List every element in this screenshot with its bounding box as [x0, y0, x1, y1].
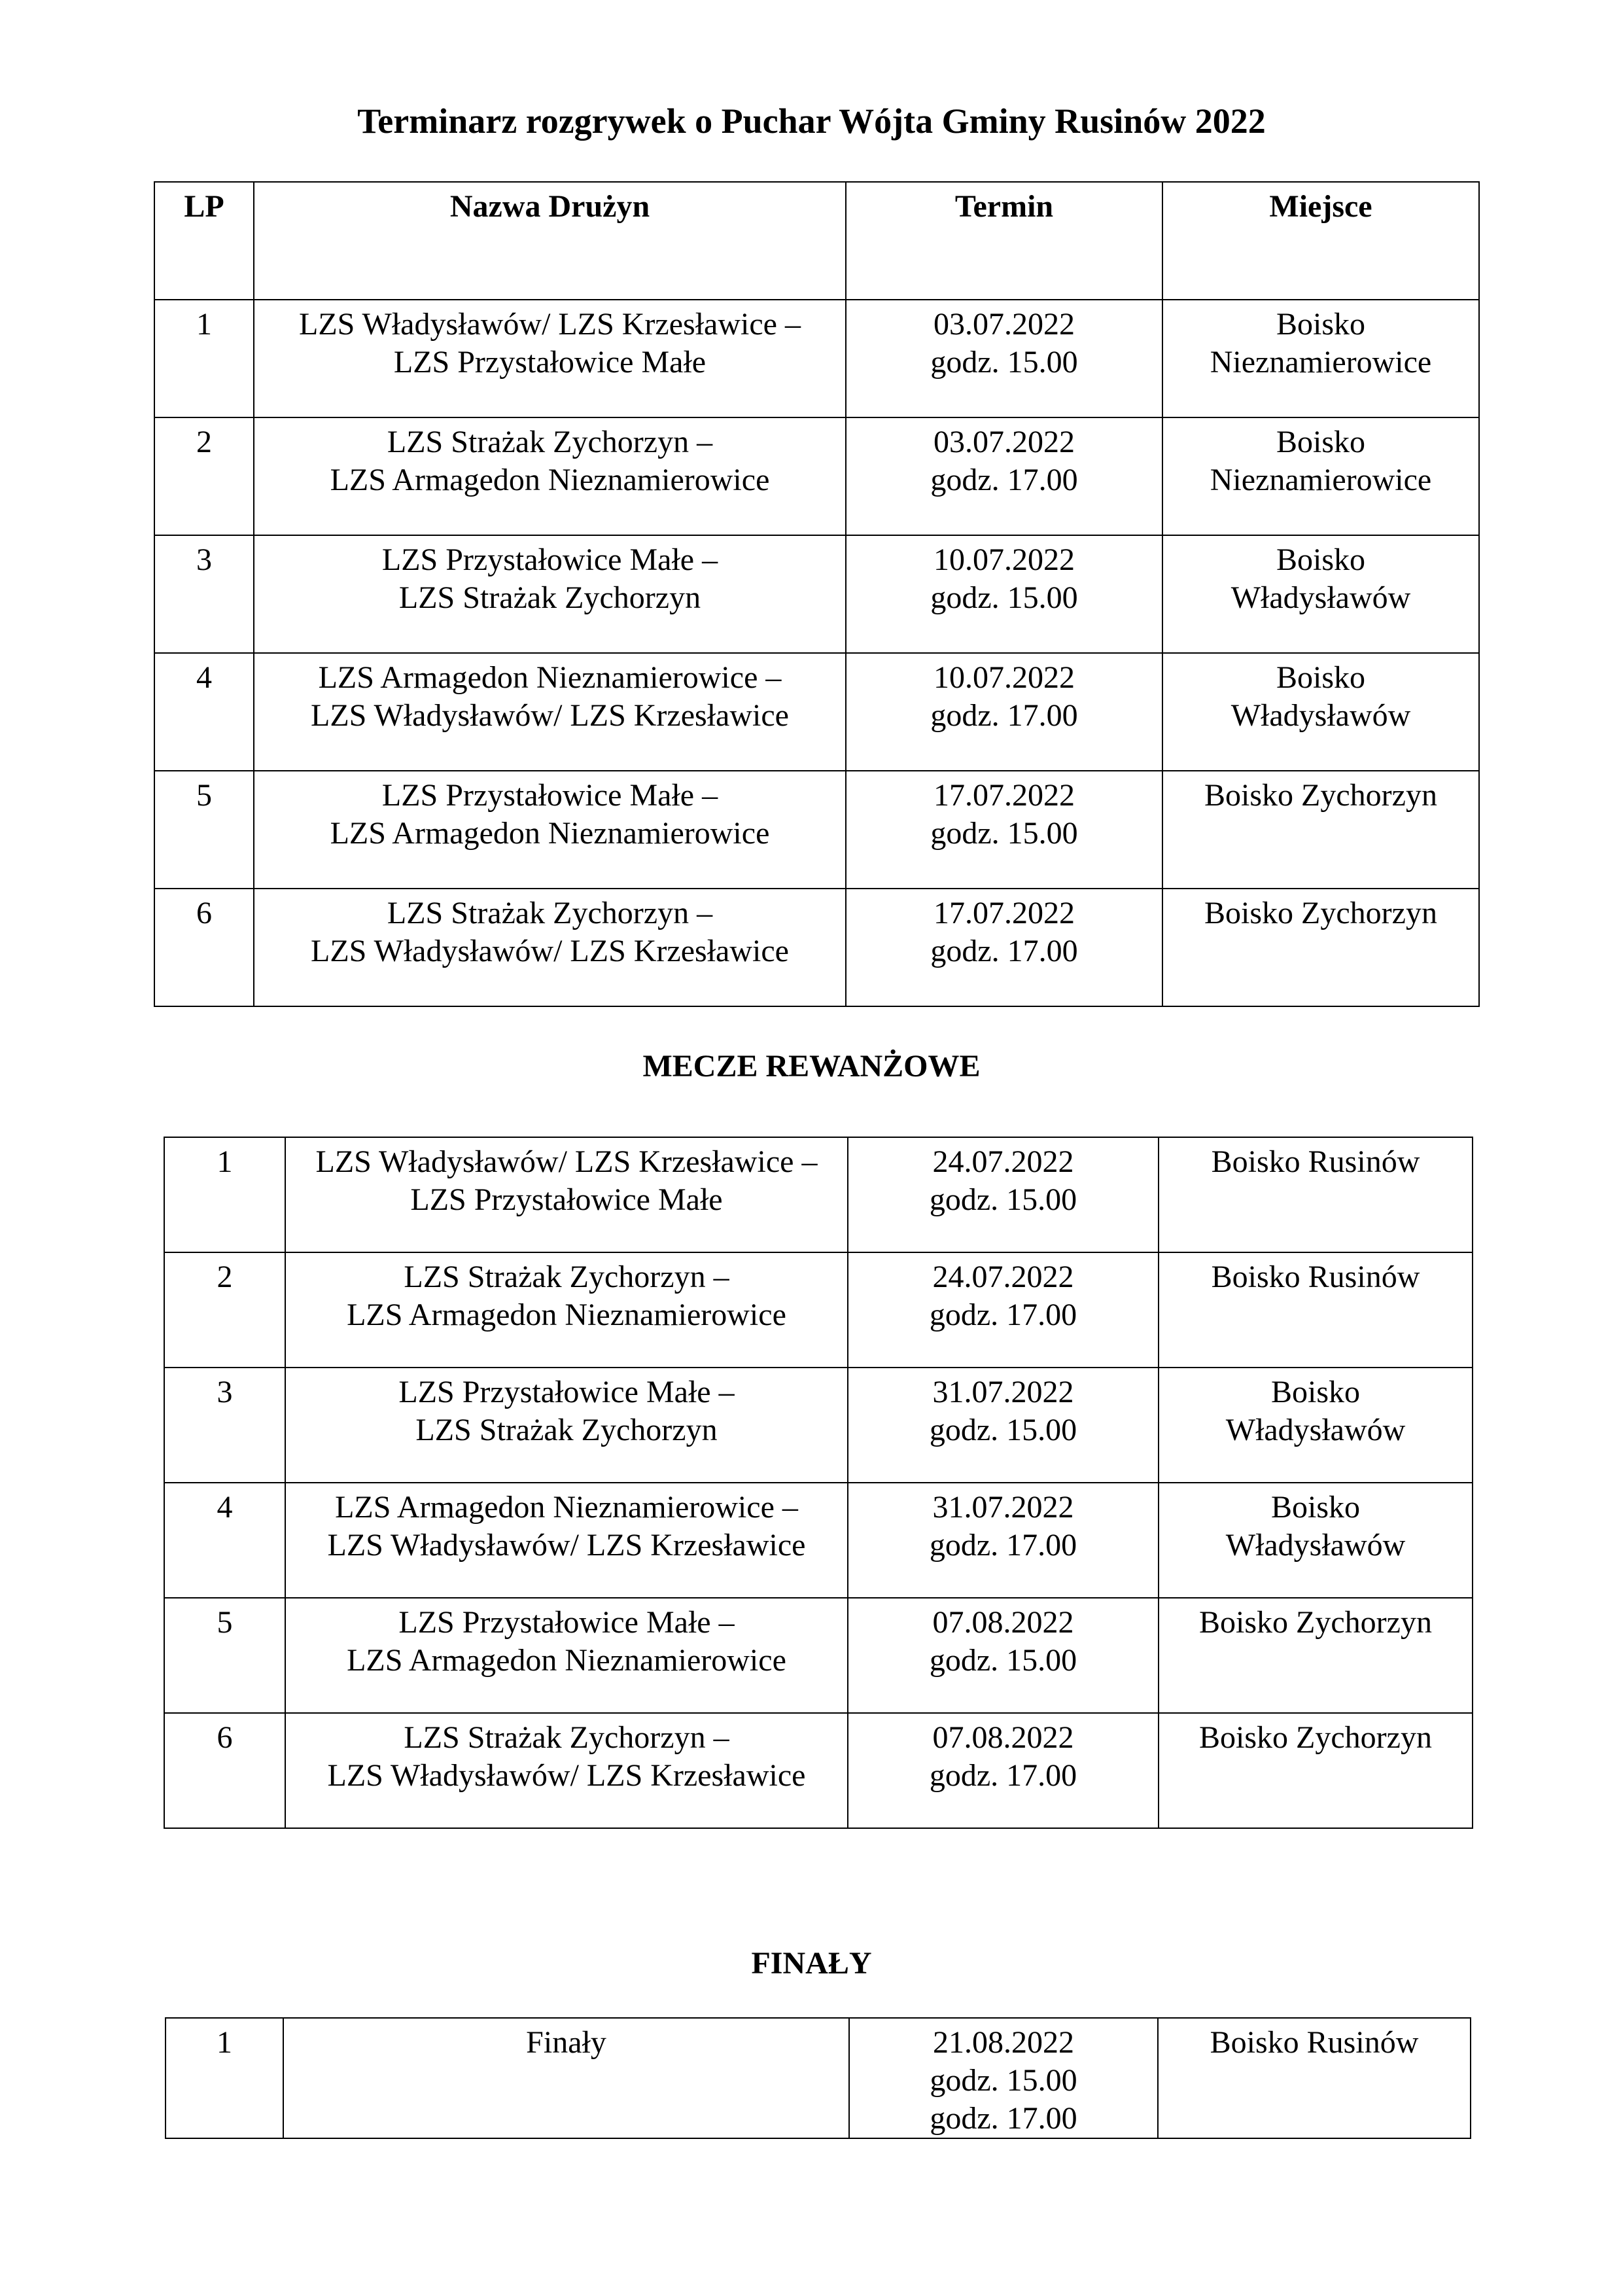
cell-line: LZS Strażak Zychorzyn –	[387, 896, 713, 930]
cell-line: 3	[217, 1375, 233, 1409]
date-cell	[848, 1713, 1159, 1828]
cell-line: 10.07.2022	[934, 542, 1075, 577]
column-header-teams: Nazwa Drużyn	[254, 182, 846, 300]
table-row	[164, 1598, 1473, 1713]
cell-line: LZS Strażak Zychorzyn	[415, 1413, 718, 1447]
teams-cell	[254, 417, 846, 535]
cell-line: 03.07.2022	[934, 307, 1075, 342]
place-cell	[1162, 771, 1479, 889]
cell-line: LZS Strażak Zychorzyn –	[387, 425, 713, 459]
cell-line: LZS Władysławów/ LZS Krzesławice	[327, 1758, 806, 1793]
finals-table	[165, 2017, 1471, 2139]
cell-line: Boisko Zychorzyn	[1204, 896, 1437, 930]
cell-line: godz. 17.00	[930, 463, 1078, 497]
cell-line: LZS Władysławów/ LZS Krzesławice	[327, 1528, 806, 1563]
date-cell	[846, 300, 1162, 417]
place-cell	[1158, 2018, 1471, 2138]
lp-cell	[164, 1137, 285, 1252]
place-cell	[1159, 1483, 1473, 1598]
cell-line: 2	[196, 425, 212, 459]
cell-line: LZS Armagedon Nieznamierowice	[347, 1298, 786, 1332]
date-cell	[846, 653, 1162, 771]
cell-line: 03.07.2022	[934, 425, 1075, 459]
date-cell	[849, 2018, 1158, 2138]
place-cell	[1162, 300, 1479, 417]
lp-cell	[164, 1368, 285, 1483]
cell-line: Boisko	[1270, 1490, 1361, 1525]
cell-line: LZS Armagedon Nieznamierowice	[330, 816, 770, 851]
cell-line: godz. 17.00	[930, 934, 1078, 968]
cell-line: 31.07.2022	[932, 1375, 1074, 1409]
cell-line: Boisko	[1276, 425, 1366, 459]
cell-line: Boisko	[1276, 307, 1366, 342]
cell-line: LZS Przystałowice Małe –	[381, 778, 718, 813]
cell-line: Boisko Zychorzyn	[1204, 778, 1437, 813]
cell-line: LZS Władysławów/ LZS Krzesławice –	[315, 1144, 818, 1179]
cell-line: 24.07.2022	[932, 1260, 1074, 1294]
cell-line: 3	[196, 542, 212, 577]
return-matches-heading: MECZE REWANŻOWE	[642, 1049, 981, 1084]
table-row	[154, 417, 1479, 535]
cell-line: Boisko Rusinów	[1211, 1144, 1420, 1179]
teams-cell	[254, 771, 846, 889]
teams-cell	[285, 1483, 848, 1598]
place-cell	[1159, 1598, 1473, 1713]
table-header-row	[154, 182, 1479, 300]
table-row	[154, 771, 1479, 889]
date-cell	[848, 1598, 1159, 1713]
cell-line: LZS Strażak Zychorzyn –	[404, 1720, 729, 1755]
page-title: Terminarz rozgrywek o Puchar Wójta Gminy Rusinów 2022	[357, 101, 1266, 141]
cell-line: LZS Przystałowice Małe	[393, 345, 707, 380]
teams-cell	[254, 300, 846, 417]
cell-line: Władysławów	[1230, 698, 1411, 733]
cell-line: Władysławów	[1225, 1528, 1406, 1563]
cell-line: LZS Przystałowice Małe	[410, 1182, 723, 1217]
cell-line: 4	[196, 660, 212, 695]
cell-line: 24.07.2022	[932, 1144, 1074, 1179]
cell-line: LZS Armagedon Nieznamierowice	[330, 463, 770, 497]
cell-line: LZS Armagedon Nieznamierowice –	[335, 1490, 798, 1525]
cell-line: 07.08.2022	[932, 1720, 1074, 1755]
teams-cell	[285, 1137, 848, 1252]
cell-line: 31.07.2022	[932, 1490, 1074, 1525]
table-row	[154, 889, 1479, 1006]
cell-line: godz. 15.00	[930, 580, 1078, 615]
cell-line: LZS Przystałowice Małe –	[398, 1605, 735, 1640]
date-cell	[848, 1137, 1159, 1252]
place-cell	[1159, 1368, 1473, 1483]
cell-line: Boisko Zychorzyn	[1199, 1605, 1432, 1640]
cell-line: LZS Strażak Zychorzyn –	[404, 1260, 729, 1294]
cell-line: LZS Władysławów/ LZS Krzesławice	[311, 698, 789, 733]
date-cell	[846, 417, 1162, 535]
date-cell	[848, 1368, 1159, 1483]
table-row	[164, 1368, 1473, 1483]
cell-line: 17.07.2022	[934, 778, 1075, 813]
lp-cell	[154, 300, 254, 417]
date-cell	[846, 535, 1162, 653]
cell-line: LZS Strażak Zychorzyn	[398, 580, 701, 615]
cell-line: LZS Armagedon Nieznamierowice	[347, 1643, 786, 1678]
cell-line: LZS Władysławów/ LZS Krzesławice	[311, 934, 789, 968]
lp-cell	[154, 889, 254, 1006]
cell-line: 1	[217, 1144, 233, 1179]
cell-line: godz. 15.00	[930, 816, 1078, 851]
cell-line: Boisko	[1270, 1375, 1361, 1409]
cell-line: godz. 17.00	[930, 2101, 1077, 2136]
teams-cell	[285, 1713, 848, 1828]
cell-line: 6	[196, 896, 212, 930]
cell-line: godz. 17.00	[929, 1528, 1077, 1563]
cell-line: Nieznamierowice	[1210, 463, 1432, 497]
table-row	[154, 535, 1479, 653]
cell-line: Boisko	[1276, 660, 1366, 695]
table-row	[154, 653, 1479, 771]
teams-cell	[254, 535, 846, 653]
cell-line: 1	[217, 2025, 232, 2060]
teams-cell	[285, 1368, 848, 1483]
lp-cell	[166, 2018, 283, 2138]
schedule-table	[154, 181, 1480, 1007]
cell-line: 6	[217, 1720, 233, 1755]
cell-line: 21.08.2022	[933, 2025, 1074, 2060]
table-row	[164, 1483, 1473, 1598]
date-cell	[848, 1483, 1159, 1598]
place-cell	[1159, 1252, 1473, 1368]
cell-line: Finały	[526, 2025, 606, 2060]
cell-line: LZS Przystałowice Małe –	[381, 542, 718, 577]
cell-line: Boisko	[1276, 542, 1366, 577]
cell-line: godz. 15.00	[929, 1413, 1077, 1447]
table-row	[164, 1713, 1473, 1828]
cell-line: Władysławów	[1225, 1413, 1406, 1447]
lp-cell	[154, 535, 254, 653]
place-cell	[1162, 653, 1479, 771]
cell-line: godz. 15.00	[929, 1643, 1077, 1678]
teams-cell	[254, 653, 846, 771]
cell-line: godz. 17.00	[930, 698, 1078, 733]
cell-line: 07.08.2022	[932, 1605, 1074, 1640]
lp-cell	[164, 1483, 285, 1598]
lp-cell	[164, 1713, 285, 1828]
teams-cell	[285, 1252, 848, 1368]
cell-line: LZS Przystałowice Małe –	[398, 1375, 735, 1409]
table-row	[166, 2018, 1471, 2138]
finals-heading: FINAŁY	[751, 1946, 872, 1981]
place-cell	[1162, 417, 1479, 535]
cell-line: 5	[217, 1605, 233, 1640]
date-cell	[846, 889, 1162, 1006]
place-cell	[1162, 889, 1479, 1006]
cell-line: Boisko Rusinów	[1211, 1260, 1420, 1294]
cell-line: LZS Władysławów/ LZS Krzesławice –	[299, 307, 801, 342]
return-matches-table	[164, 1137, 1473, 1829]
lp-cell	[154, 417, 254, 535]
lp-cell	[164, 1598, 285, 1713]
lp-cell	[154, 653, 254, 771]
cell-line: Boisko Zychorzyn	[1199, 1720, 1432, 1755]
cell-line: godz. 15.00	[930, 345, 1078, 380]
table-row	[154, 300, 1479, 417]
column-header-place: Miejsce	[1162, 182, 1479, 300]
lp-cell	[154, 771, 254, 889]
cell-line: LZS Armagedon Nieznamierowice –	[318, 660, 782, 695]
lp-cell	[164, 1252, 285, 1368]
date-cell	[846, 771, 1162, 889]
cell-line: Nieznamierowice	[1210, 345, 1432, 380]
cell-line: 1	[196, 307, 212, 342]
column-header-lp: LP	[154, 182, 254, 300]
cell-line: 2	[217, 1260, 233, 1294]
cell-line: 17.07.2022	[934, 896, 1075, 930]
table-row	[164, 1137, 1473, 1252]
date-cell	[848, 1252, 1159, 1368]
place-cell	[1162, 535, 1479, 653]
cell-line: godz. 15.00	[930, 2063, 1077, 2098]
cell-line: godz. 17.00	[929, 1298, 1077, 1332]
cell-line: Boisko Rusinów	[1210, 2025, 1419, 2060]
column-header-date: Termin	[846, 182, 1162, 300]
cell-line: 10.07.2022	[934, 660, 1075, 695]
cell-line: 5	[196, 778, 212, 813]
teams-cell	[283, 2018, 849, 2138]
teams-cell	[285, 1598, 848, 1713]
place-cell	[1159, 1137, 1473, 1252]
table-row	[164, 1252, 1473, 1368]
cell-line: godz. 17.00	[929, 1758, 1077, 1793]
cell-line: 4	[217, 1490, 233, 1525]
teams-cell	[254, 889, 846, 1006]
cell-line: godz. 15.00	[929, 1182, 1077, 1217]
cell-line: Władysławów	[1230, 580, 1411, 615]
place-cell	[1159, 1713, 1473, 1828]
